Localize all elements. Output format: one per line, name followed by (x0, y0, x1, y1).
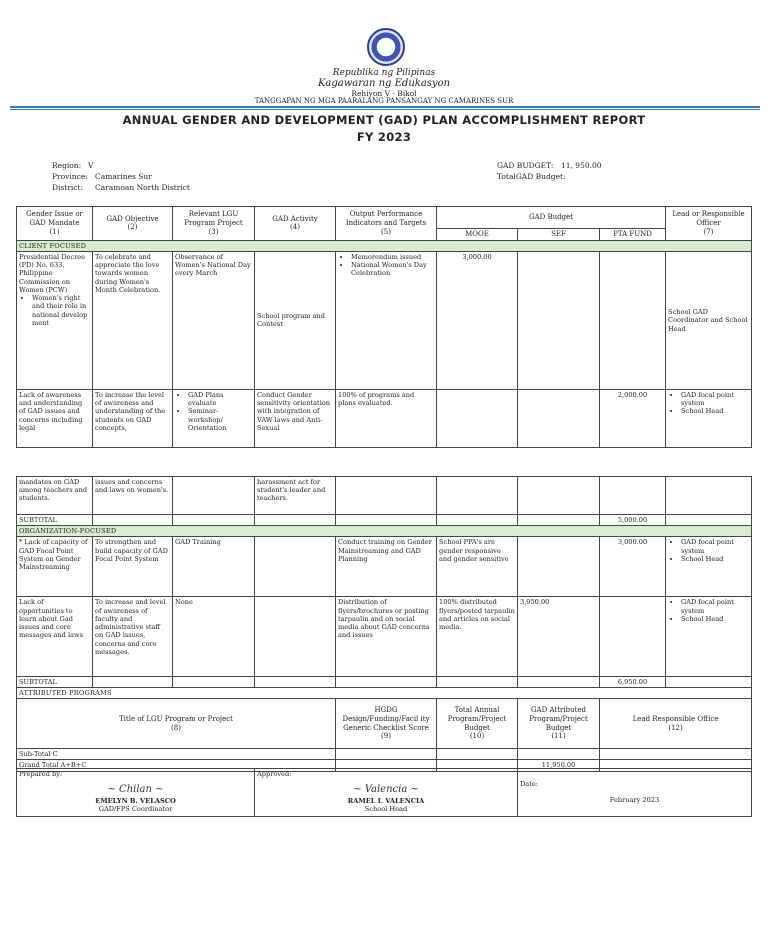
section-client-focused: CLIENT FOCUSED (17, 240, 752, 251)
grand-total-label: Grand Total A+B+C (17, 760, 336, 771)
cell-mooe (437, 389, 518, 447)
cell-sef: 3,950.00 (518, 597, 600, 677)
col-gad-attributed: GAD Attributed Program/Project Budget (11) (518, 699, 600, 749)
cell-program: GAD Training (173, 537, 255, 597)
department-line: Kagawaran ng Edukasyon (317, 78, 451, 89)
cell-empty (255, 597, 336, 677)
republic-line: Republika ng Pilipinas (332, 68, 436, 78)
col-lgu-program-title: Title of LGU Program or Project (8) (17, 699, 336, 749)
col-gad-budget: GAD Budget (437, 207, 666, 229)
cell-mandate: Presidential Decree (PD) No. 633, Philippine Commission on Women (PCW) • Women's right and their role in national develop ment (17, 251, 93, 389)
date-label: Date: (520, 780, 538, 788)
cell-output: • Memorendum issued • National Women's Day Celebration (336, 251, 437, 389)
cell-officer: • GAD focal point system • School Head (666, 389, 752, 447)
province-label: Province: (52, 172, 88, 181)
col-activity: GAD Activity (4) (255, 207, 336, 241)
cell-program (173, 477, 255, 515)
cell-mandate: Lack of opportunities to learn about Gad issues and core messages and laws (17, 597, 93, 677)
cell-mandate: * Lack of capacity of GAD Focal Point System on Gender Mainstreaming (17, 537, 93, 597)
prepared-name: EMELYN B. VELASCO (95, 796, 176, 805)
attributed-programs-table (16, 687, 752, 772)
table-row (17, 389, 752, 447)
table-row (17, 251, 752, 389)
office-line: TANGGAPAN NG MGA PAARALANG PANSANGAY NG CAMARINES SUR (254, 97, 514, 105)
subtotal-label: SUBTOTAL (17, 515, 93, 526)
approved-cell (255, 769, 518, 817)
col-mooe: MOOE (437, 229, 518, 241)
cell-objective: To increase the level of awareness and understanding of the students on GAD concepts, (93, 389, 173, 447)
section-attributed-programs: ATTRIBUTED PROGRAMS (17, 688, 752, 699)
cell-pta (600, 597, 666, 677)
budget-label: GAD BUDGET: (497, 161, 554, 170)
col-pta: PTA FUND (600, 229, 666, 241)
col-sef: SEF (518, 229, 600, 241)
prepared-title: GAD/FPS Coordinator (98, 804, 173, 813)
col-gad-objective: GAD Objective (2) (93, 207, 173, 241)
region-label: Region: (52, 161, 82, 170)
region-value: V (88, 161, 94, 170)
cell-output: 100% of programs and plans evaluated. (336, 389, 437, 447)
cell-mandate: mandates on GAD among teachers and students. (17, 477, 93, 515)
cell-output: 100% distributed flyers/posted tarpaulin and articles on social media. (437, 597, 518, 677)
cell-objective: issues and concerns and laws on women's. (93, 477, 173, 515)
table-row (17, 477, 752, 515)
col-hgdg: HGDG Design/Funding/Facil ity Generic Checklist Score (9) (336, 699, 437, 749)
budget-value: 11, 950.00 (561, 161, 602, 170)
report-fy: FY 2023 (356, 130, 412, 144)
cell-officer: School GAD Coordinator and School Head (666, 251, 752, 389)
cell-sef (518, 389, 600, 447)
region-line: Rehiyon V - Bikol (351, 89, 417, 98)
subtotal-row (17, 515, 752, 526)
subtotal-value: 6,950.00 (600, 677, 666, 688)
prepared-label: Prepared by: (19, 770, 63, 778)
table-row (17, 597, 752, 677)
cell-objective: To increase and level of awareness of faculty and administrative staff on GAD issues, concerns and core messages. (93, 597, 173, 677)
prepared-signature-icon: ~ Chilan ~ (107, 784, 164, 796)
col-program: Relevant LGU Program Project (3) (173, 207, 255, 241)
total-budget-label: TotalGAD Budget: (497, 172, 566, 181)
cell-empty (255, 537, 336, 597)
cell-officer: • GAD focal point system • School Head (666, 597, 752, 677)
gad-plan-table (16, 206, 752, 448)
province-value: Camarines Sur (95, 172, 152, 181)
cell-activity: Conduct training on Gender Mainstreaming and GAD Planning (336, 537, 437, 597)
cell-sef (518, 251, 600, 389)
col-output: Output Performance Indicators and Targets (5) (336, 207, 437, 241)
deped-seal-icon (367, 28, 405, 66)
subtotal-c-label: Sub-Total C (17, 749, 336, 760)
col-lead-office: Lead Responsible Office (12) (600, 699, 752, 749)
approved-signature-icon: ~ Valencia ~ (353, 784, 419, 796)
col-gender-issue: Gender Issue or GAD Mandate (1) (17, 207, 93, 241)
approved-title: School Head (364, 804, 408, 813)
cell-mandate: Lack of awareness and understanding of GAD issues and concerns including legal (17, 389, 93, 447)
cell-objective: To strengthen and build capacity of GAD Focal Point System (93, 537, 173, 597)
report-title: ANNUAL GENDER AND DEVELOPMENT (GAD) PLAN ACCOMPLISHMENT REPORT (122, 113, 646, 127)
cell-pta: 2,000.00 (600, 389, 666, 447)
col-lead-officer: Lead or Responsible Officer (7) (666, 207, 752, 241)
cell-activity: Conduct Gender sensitivity orientation with integration of VAW laws and Anti-Sexual (255, 389, 336, 447)
cell-program: None (173, 597, 255, 677)
subtotal-label: SUBTOTAL (17, 677, 93, 688)
header-rule (10, 106, 760, 108)
cell-sef (518, 537, 600, 597)
approved-name: RAMEL I. VALENCIA (347, 796, 425, 805)
gad-plan-table-continued (16, 476, 752, 689)
district-value: Caramoan North District (95, 183, 190, 192)
cell-pta (600, 251, 666, 389)
date-value: February 2023 (609, 796, 660, 805)
col-annual-budget: Total Annual Program/Project Budget (10) (437, 699, 518, 749)
cell-program: • GAD Plans evaluate • Seminar-workshop/ Orientation (173, 389, 255, 447)
section-organization-focused: ORGANIZATION-FOCUSED (17, 526, 752, 537)
cell-objective: To celebrate and appreciate the love towards women during Women's Month Celebration. (93, 251, 173, 389)
cell-officer: • GAD focal point system • School Head (666, 537, 752, 597)
header-rule-thin (10, 109, 760, 110)
district-label: District: (52, 183, 83, 192)
subtotal-value: 5,000.00 (600, 515, 666, 526)
signature-table (16, 768, 752, 817)
cell-mooe: 3,000.00 (437, 251, 518, 389)
cell-program: Observance of Women's National Day every March (173, 251, 255, 389)
prepared-cell (17, 769, 255, 817)
date-cell (518, 769, 752, 817)
table-row (17, 537, 752, 597)
subtotal-c-row (17, 749, 752, 760)
cell-output: School PPA's are gender responsive and gender sensitive (437, 537, 518, 597)
cell-activity: harassment act for student's leader and teachers. (255, 477, 336, 515)
grand-total-value: 11,950.00 (518, 760, 600, 771)
cell-activity: Distribution of flyers/brochures or posting tarpaulin and on social media about GAD concerns and issues (336, 597, 437, 677)
cell-pta: 3,000.00 (600, 537, 666, 597)
cell-activity: School program and Contest (255, 251, 336, 389)
approved-label: Approved: (257, 770, 292, 778)
